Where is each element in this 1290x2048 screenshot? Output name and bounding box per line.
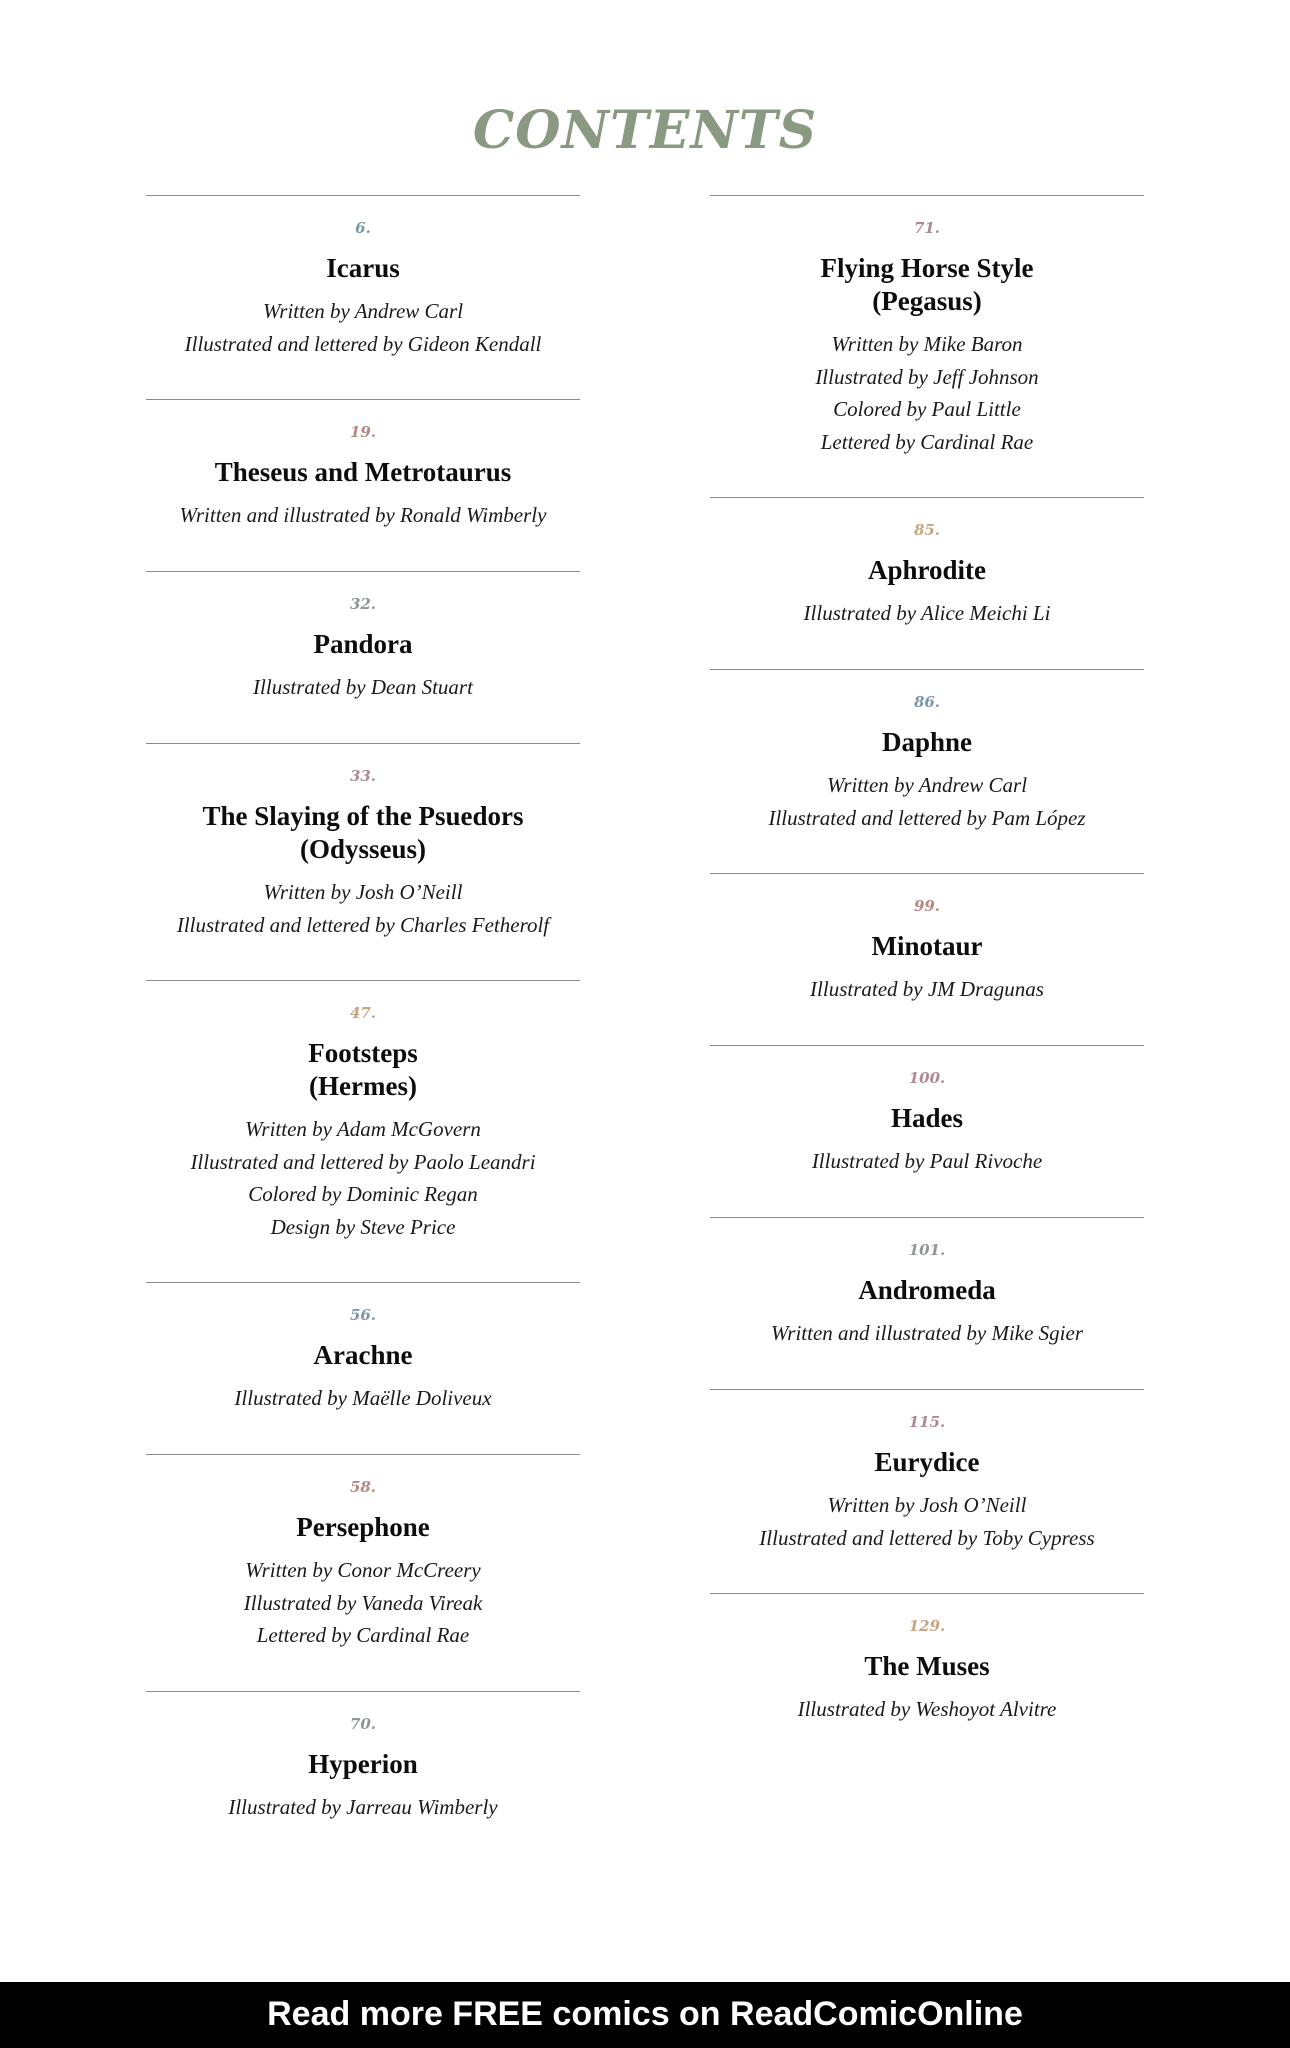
- page-number: 33.: [349, 767, 377, 785]
- story-credits: [146, 499, 580, 532]
- credit-line: Illustrated by Dean Stuart: [253, 675, 473, 699]
- toc-entry-andromeda[interactable]: [710, 1217, 1144, 1350]
- story-title-line: Theseus and Metrotaurus: [214, 457, 512, 487]
- toc-entry-eurydice[interactable]: [710, 1389, 1144, 1554]
- page-number: 47.: [349, 1004, 377, 1022]
- story-credits: [710, 769, 1144, 834]
- page-number: 115.: [908, 1413, 946, 1431]
- story-title-line: (Hermes): [309, 1071, 417, 1101]
- story-title: [710, 1102, 1144, 1135]
- page-number: 129.: [908, 1617, 946, 1635]
- page-number: 100.: [908, 1069, 946, 1087]
- credit-line: Illustrated and lettered by Gideon Kendall: [184, 331, 542, 356]
- story-credits: [146, 1554, 580, 1652]
- story-title-line: Daphne: [881, 727, 973, 757]
- page-number: 32.: [349, 595, 377, 613]
- story-title-line: Pandora: [313, 629, 413, 659]
- credit-line: Colored by Dominic Regan: [248, 1182, 478, 1206]
- credit-line: Lettered by Cardinal Rae: [820, 429, 1034, 454]
- story-title: [710, 1274, 1144, 1307]
- story-title: [146, 800, 580, 866]
- credit-line: Illustrated by Alice Meichi Li: [803, 601, 1051, 625]
- story-title-line: Footsteps: [308, 1038, 418, 1068]
- toc-entry-pandora[interactable]: [146, 571, 580, 704]
- toc-entry-theseus-and-metrotaurus[interactable]: [146, 399, 580, 532]
- credit-line: Illustrated by Paul Rivoche: [811, 1149, 1043, 1173]
- story-credits: [146, 1791, 580, 1824]
- story-credits: [146, 295, 580, 360]
- story-credits: [146, 1382, 580, 1415]
- page-number: 6.: [355, 219, 371, 237]
- credit-line: Illustrated and lettered by Pam López: [768, 805, 1086, 830]
- footer-banner[interactable]: Read more FREE comics on ReadComicOnline: [0, 1982, 1290, 2048]
- story-title-line: (Odysseus): [299, 834, 427, 864]
- story-title-line: Aphrodite: [867, 555, 987, 585]
- credit-line: Illustrated and lettered by Paolo Leandri: [190, 1149, 536, 1174]
- credit-line: Design by Steve Price: [270, 1214, 456, 1239]
- story-title-line: Arachne: [313, 1340, 413, 1370]
- story-title-line: Hyperion: [308, 1749, 418, 1779]
- page-number: 99.: [913, 897, 941, 915]
- credit-line: Lettered by Cardinal Rae: [256, 1623, 470, 1647]
- page-number: 101.: [908, 1241, 946, 1259]
- story-title: [146, 1511, 580, 1544]
- story-title: [710, 930, 1144, 963]
- story-title-line: The Slaying of the Psuedors: [202, 801, 524, 831]
- toc-entry-hades[interactable]: [710, 1045, 1144, 1178]
- story-title-line: Persephone: [296, 1512, 430, 1542]
- credit-line: Written and illustrated by Ronald Wimberly: [179, 503, 547, 527]
- page-number: 19.: [349, 423, 377, 441]
- story-title: [710, 726, 1144, 759]
- story-title-line: Andromeda: [858, 1275, 996, 1305]
- story-credits: [710, 1145, 1144, 1178]
- story-credits: [710, 328, 1144, 458]
- credit-line: Illustrated by JM Dragunas: [810, 977, 1044, 1001]
- credit-line: Illustrated by Vaneda Vireak: [243, 1590, 483, 1615]
- page-number: 71.: [913, 219, 941, 237]
- credit-line: Written by Josh O’Neill: [827, 1493, 1027, 1517]
- credit-line: Written and illustrated by Mike Sgier: [770, 1321, 1084, 1345]
- story-credits: [710, 1317, 1144, 1350]
- credit-line: Illustrated by Maëlle Doliveux: [234, 1386, 492, 1410]
- story-credits: [146, 876, 580, 941]
- story-credits: [146, 671, 580, 704]
- page-number: 58.: [349, 1478, 377, 1496]
- credit-line: Illustrated and lettered by Charles Fetherolf: [176, 912, 550, 937]
- credit-line: Written by Josh O’Neill: [263, 880, 463, 904]
- story-title-line: (Pegasus): [872, 286, 982, 316]
- page-number: 86.: [913, 693, 941, 711]
- toc-entry-persephone[interactable]: [146, 1454, 580, 1652]
- toc-entry-daphne[interactable]: [710, 669, 1144, 834]
- story-title: [146, 1748, 580, 1781]
- credit-line: Illustrated and lettered by Toby Cypress: [759, 1525, 1095, 1550]
- credit-line: Written by Andrew Carl: [826, 773, 1028, 797]
- story-title: [146, 1339, 580, 1372]
- toc-entry-the-muses[interactable]: [710, 1593, 1144, 1726]
- page-number: 70.: [349, 1715, 377, 1733]
- story-credits: [710, 597, 1144, 630]
- toc-entry-icarus[interactable]: [146, 195, 580, 360]
- story-credits: [710, 1693, 1144, 1726]
- story-title: [146, 456, 580, 489]
- story-title: [146, 1037, 580, 1103]
- toc-entry-the-slaying-of-the-psuedors[interactable]: [146, 743, 580, 941]
- toc-entry-minotaur[interactable]: [710, 873, 1144, 1006]
- toc-entry-aphrodite[interactable]: [710, 497, 1144, 630]
- story-title-line: Minotaur: [871, 931, 983, 961]
- story-title: [146, 252, 580, 285]
- story-title-line: Eurydice: [874, 1447, 980, 1477]
- story-title-line: Hades: [890, 1103, 963, 1133]
- toc-entry-footsteps[interactable]: [146, 980, 580, 1243]
- credit-line: Colored by Paul Little: [833, 397, 1021, 421]
- toc-entry-flying-horse-style[interactable]: [710, 195, 1144, 458]
- story-title-line: Flying Horse Style: [820, 253, 1034, 283]
- story-title-line: The Muses: [864, 1651, 990, 1681]
- story-title-line: Icarus: [326, 253, 400, 283]
- story-title: [710, 1446, 1144, 1479]
- story-credits: [146, 1113, 580, 1243]
- credit-line: Illustrated by Weshoyot Alvitre: [797, 1697, 1057, 1721]
- story-title: [710, 1650, 1144, 1683]
- toc-entry-arachne[interactable]: [146, 1282, 580, 1415]
- toc-entry-hyperion[interactable]: [146, 1691, 580, 1824]
- page-number: 85.: [913, 521, 941, 539]
- credit-line: Illustrated by Jeff Johnson: [815, 364, 1039, 389]
- page-title: CONTENTS: [472, 100, 818, 161]
- story-title: [146, 628, 580, 661]
- credit-line: Written by Andrew Carl: [262, 299, 464, 323]
- credit-line: Written by Mike Baron: [831, 332, 1023, 356]
- story-title: [710, 554, 1144, 587]
- story-credits: [710, 973, 1144, 1006]
- story-title: [710, 252, 1144, 318]
- story-credits: [710, 1489, 1144, 1554]
- credit-line: Written by Conor McCreery: [245, 1558, 481, 1582]
- credit-line: Illustrated by Jarreau Wimberly: [228, 1795, 498, 1819]
- credit-line: Written by Adam McGovern: [245, 1117, 481, 1141]
- page-number: 56.: [349, 1306, 377, 1324]
